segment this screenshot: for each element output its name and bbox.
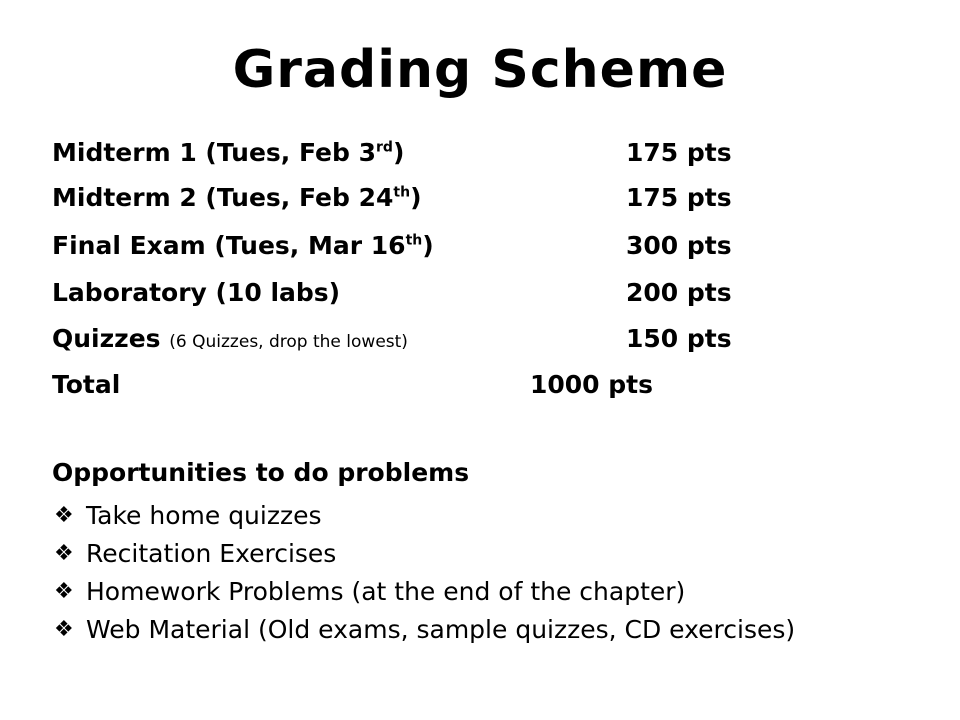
diamond-bullet-icon: ❖ — [54, 579, 74, 604]
opportunities-heading: Opportunities to do problems — [52, 458, 470, 487]
grading-points: 150 pts — [626, 324, 732, 353]
diamond-bullet-icon: ❖ — [54, 503, 74, 528]
grading-points: 175 pts — [626, 138, 732, 167]
grading-points: 175 pts — [626, 183, 732, 212]
grading-total-label: Total — [52, 370, 121, 399]
grading-points: 200 pts — [626, 278, 732, 307]
list-item: ❖ Recitation Exercises — [52, 535, 912, 573]
grading-label: Laboratory (10 labs) — [52, 278, 341, 307]
list-item: ❖ Take home quizzes — [52, 497, 912, 535]
grading-label: Final Exam (Tues, Mar 16th) — [52, 231, 434, 260]
diamond-bullet-icon: ❖ — [54, 541, 74, 566]
grading-label: Midterm 2 (Tues, Feb 24th) — [52, 183, 422, 212]
list-item: ❖ Web Material (Old exams, sample quizzes, CD exercises) — [52, 611, 912, 649]
grading-total-points: 1000 pts — [530, 370, 654, 399]
grading-note: (6 Quizzes, drop the lowest) — [169, 332, 408, 352]
diamond-bullet-icon: ❖ — [54, 617, 74, 642]
grading-points: 300 pts — [626, 231, 732, 260]
list-item: ❖ Homework Problems (at the end of the chapter) — [52, 573, 912, 611]
opportunities-list — [52, 497, 912, 649]
grading-label: Quizzes (6 Quizzes, drop the lowest) — [52, 324, 408, 353]
slide-title: Grading Scheme — [232, 40, 728, 100]
grading-label: Midterm 1 (Tues, Feb 3rd) — [52, 138, 405, 167]
